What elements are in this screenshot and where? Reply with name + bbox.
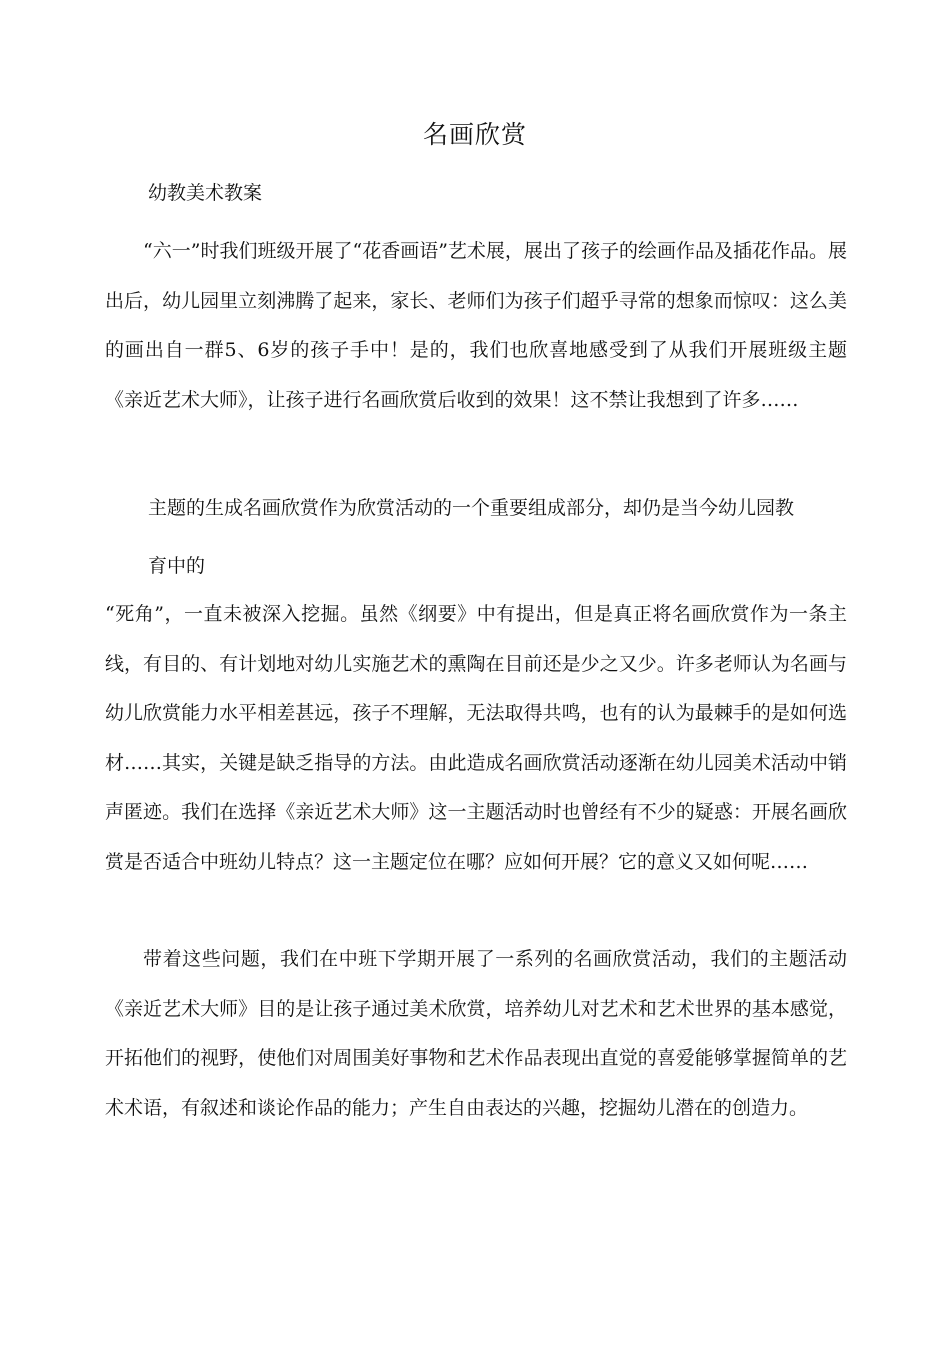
paragraph-3: 带着这些问题，我们在中班下学期开展了一系列的名画欣赏活动，我们的主题活动《亲近艺术大师》目的是让孩子通过美术欣赏，培养幼儿对艺术和艺术世界的基本感觉，开拓他们的视野，使他们对周围美好事物和艺术作品表现出直觉的喜爱能够掌握简单的艺术术语，有叙述和谈论作品的能力；产生自由表达的兴趣，挖掘幼儿潜在的创造力。 xyxy=(105,948,847,1119)
paragraph-2-line-1: 主题的生成名画欣赏作为欣赏活动的一个重要组成部分，却仍是当今幼儿园教 xyxy=(148,497,795,519)
paragraph-1: “六一”时我们班级开展了“花香画语”艺术展，展出了孩子的绘画作品及插花作品。展出后，幼儿园里立刻沸腾了起来，家长、老师们为孩子们超乎寻常的想象而惊叹：这么美的画出自一群5、6岁的孩子手中！是的，我们也欣喜地感受到了从我们开展班级主题《亲近艺术大师》，让孩子进行名画欣赏后收到的效果！这不禁让我想到了许多…… xyxy=(105,240,847,411)
paragraph-2-body: “死角”，一直未被深入挖掘。虽然《纲要》中有提出，但是真正将名画欣赏作为一条主线，有目的、有计划地对幼儿实施艺术的熏陶在目前还是少之又少。许多老师认为名画与幼儿欣赏能力水平相差甚远，孩子不理解，无法取得共鸣，也有的认为最棘手的是如何选材……其实，关键是缺乏指导的方法。由此造成名画欣赏活动逐渐在幼儿园美术活动中销声匿迹。我们在选择《亲近艺术大师》这一主题活动时也曾经有不少的疑惑：开展名画欣赏是否适合中班幼儿特点？这一主题定位在哪？应如何开展？它的意义又如何呢…… xyxy=(105,603,847,873)
paragraph-2-line-2: 育中的 xyxy=(148,555,206,577)
document-subtitle: 幼教美术教案 xyxy=(148,182,263,204)
document-title: 名画欣赏 xyxy=(422,120,527,149)
